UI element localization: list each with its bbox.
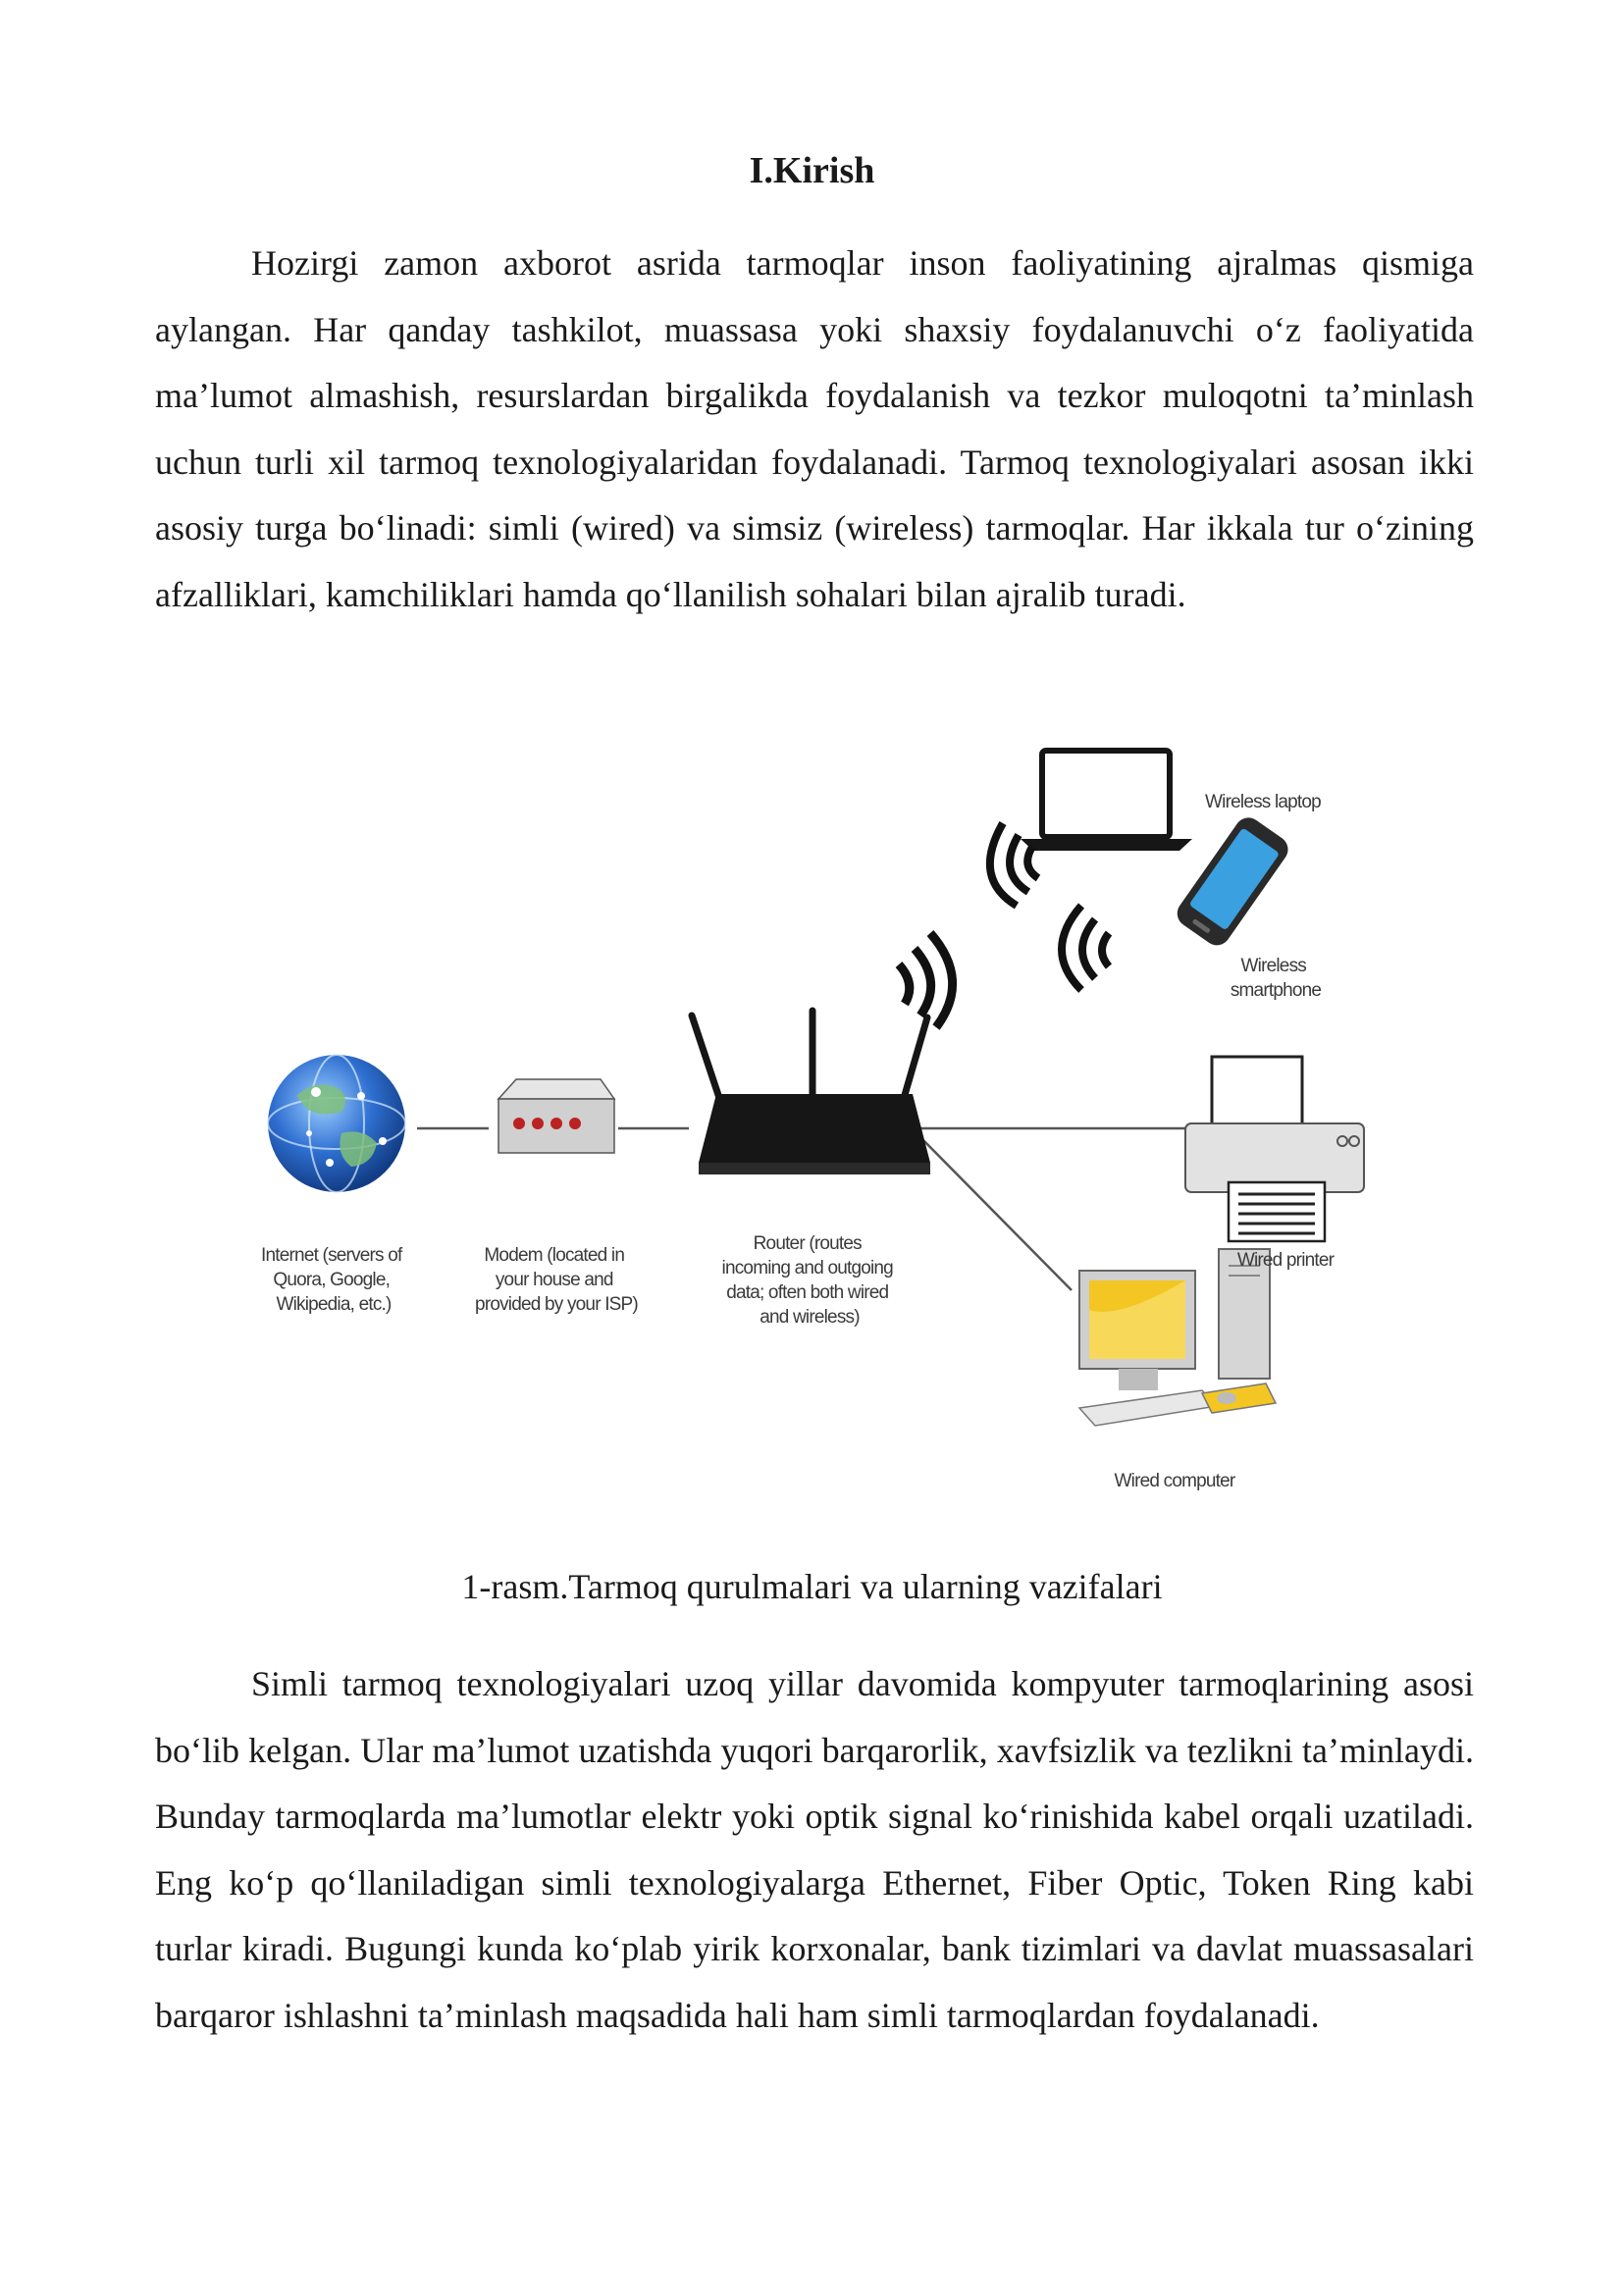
label-wired-printer: Wired printer [1236, 1250, 1335, 1271]
label-internet: Internet (servers of Quora, Google, Wikipedia, etc.) [261, 1245, 402, 1315]
router-wifi-signal-icon [899, 933, 953, 1027]
smartphone-icon [1172, 812, 1293, 951]
router-icon [692, 1011, 930, 1174]
smartphone-wifi-signal-icon [1062, 906, 1109, 990]
label-wireless-smartphone: Wireless smartphone [1230, 956, 1322, 1001]
laptop-icon [1021, 751, 1192, 851]
desktop-computer-icon [1079, 1249, 1276, 1426]
figure-caption: 1-rasm.Tarmoq qurulmalari va ularning vazifalari [461, 1567, 1163, 1606]
network-diagram [236, 731, 1413, 1516]
label-modem: Modem (located in your house and provided by your ISP) [475, 1245, 638, 1315]
globe-icon [268, 1055, 405, 1192]
section-number: I. [749, 150, 773, 191]
body-paragraph: Simli tarmoq texnologiyalari uzoq yillar davomida kompyuter tarmoqlarining asosi bo‘lib kelgan. Ular ma’lumot uzatishda yuqori barqarorlik, xavfsizlik va tezlikni ta’minlaydi. Bunday tarmoqlarda ma’lumotlar elektr yoki optik signal ko‘rinishida kabel orqali uzatiladi. Eng ko‘p qo‘llaniladigan simli texnologiyalarga Ethernet, Fiber Optic, Token Ring kabi turlar kiradi. Bugungi kunda ko‘plab yirik korxonalar, bank tizimlari va davlat muassasalari barqaror ishlashni ta’minlash maqsadida hali ham simli tarmoqlardan foydalanadi. [155, 1664, 1474, 2035]
label-router: Router (routes incoming and outgoing data; often both wired and wireless) [721, 1233, 893, 1328]
label-wireless-laptop: Wireless laptop [1205, 792, 1321, 812]
router-computer-link [917, 1133, 1072, 1290]
section-heading [0, 149, 1624, 194]
printer-icon [1185, 1057, 1364, 1241]
section-title: Kirish [772, 150, 875, 191]
intro-paragraph: Hozirgi zamon axborot asrida tarmoqlar inson faoliyatining ajralmas qismiga aylangan. Har qanday tashkilot, muassasa yoki shaxsiy foydalanuvchi o‘z faoliyatida ma’lumot almashish, resurslardan birgalikda foydalanish va tezkor muloqotni ta’minlash uchun turli xil tarmoq texnologiyalaridan foydalanadi. Tarmoq texnologiyalari asosan ikki asosiy turga bo‘linadi: simli (wired) va simsiz (wireless) tarmoqlar. Har ikkala tur o‘zining afzalliklari, kamchiliklari hamda qo‘llanilish sohalari bilan ajralib turadi. [155, 243, 1474, 614]
modem-icon [498, 1079, 614, 1153]
laptop-wifi-signal-icon [990, 823, 1038, 906]
label-wired-computer: Wired computer [1114, 1471, 1235, 1491]
